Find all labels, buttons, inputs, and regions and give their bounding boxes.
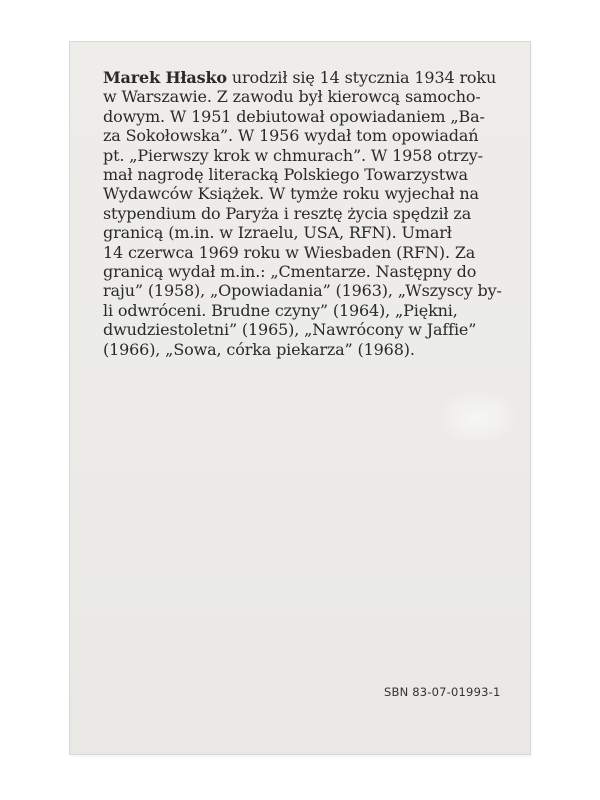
bio-line: mał nagrodę literacką Polskiego Towarzystwa (103, 165, 468, 185)
book-back-cover (70, 42, 530, 754)
isbn-number: SBN 83-07-01993-1 (384, 685, 501, 699)
bio-line: Wydawców Książek. W tymże roku wyjechał na (103, 184, 479, 204)
bio-line: 14 czerwca 1969 roku w Wiesbaden (RFN). Za (103, 242, 476, 262)
sticker-residue-mark (438, 390, 518, 440)
bio-line: granicą (m.in. w Izraelu, USA, RFN). Umarł (103, 223, 452, 243)
bio-line: stypendium do Paryża i resztę życia spędził za (103, 203, 472, 223)
bio-line: w Warszawie. Z zawodu był kierowcą samocho- (103, 87, 481, 107)
bio-line: dwudziestoletni” (1965), „Nawrócony w Jaffie” (103, 320, 477, 340)
bio-line: (1966), „Sowa, córka piekarza” (1968). (103, 339, 415, 359)
author-name: Marek Hłasko (103, 68, 227, 87)
bio-line: raju” (1958), „Opowiadania” (1963), „Wszyscy by- (103, 281, 502, 301)
bio-line: granicą wydał m.in.: „Cmentarze. Następny do (103, 262, 477, 282)
author-biography (103, 68, 543, 359)
bio-line: za Sokołowska”. W 1956 wydał tom opowiadań (103, 126, 479, 146)
bio-line: pt. „Pierwszy krok w chmurach”. W 1958 otrzy- (103, 145, 483, 165)
bio-line: Marek Hłasko urodził się 14 stycznia 1934 roku (103, 68, 497, 87)
bio-line: li odwróceni. Brudne czyny” (1964), „Piękni, (103, 300, 458, 320)
bio-line: dowym. W 1951 debiutował opowiadaniem „Ba- (103, 106, 485, 126)
